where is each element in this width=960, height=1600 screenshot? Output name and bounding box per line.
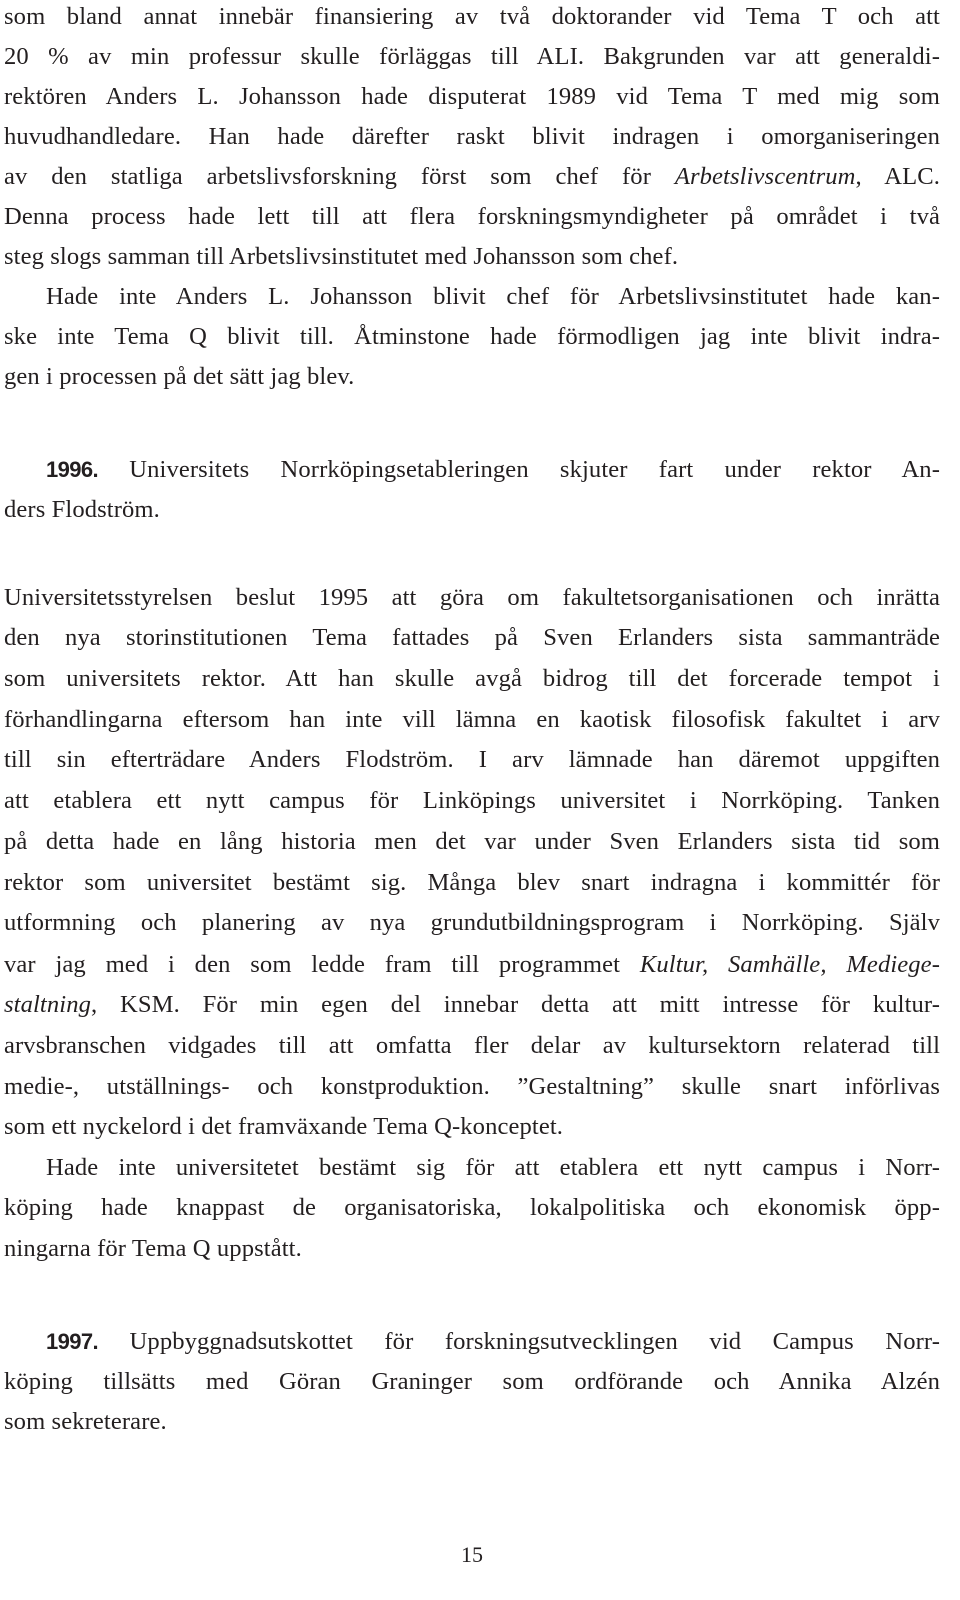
text-line: den nya storinstitutionen Tema fattades på Sven Erlanders sista sammanträde <box>4 624 940 651</box>
year-entry-1996 <box>4 455 940 485</box>
year-label: 1997. <box>46 1329 99 1354</box>
page-number: 15 <box>461 1542 483 1567</box>
text-line: att etablera ett nytt campus för Linköpings universitet i Norrköping. Tanken <box>4 787 940 814</box>
text-line: ders Flodström. <box>4 496 160 523</box>
text-span: av den statliga arbetslivsforskning först som chef för <box>4 163 675 190</box>
text-line: förhandlingarna eftersom han inte vill lämna en kaotisk filosofisk fakultet i arv <box>4 706 940 733</box>
text-line: medie-, utställnings- och konstproduktion. ”Gestaltning” skulle snart införlivas <box>4 1073 940 1100</box>
text-line: ningarna för Tema Q uppstått. <box>4 1235 302 1262</box>
text-line: 20 % av min professur skulle förläggas till ALI. Bakgrunden var att generaldi- <box>4 43 940 70</box>
text-line: arvsbranschen vidgades till att omfatta fler delar av kultursektorn relaterad till <box>4 1032 940 1059</box>
text-line: som bland annat innebär finansiering av två doktorander vid Tema T och att <box>4 3 940 30</box>
text-line: rektören Anders L. Johansson hade disputerat 1989 vid Tema T med mig som <box>4 83 940 110</box>
year-label: 1996. <box>46 457 99 482</box>
text-line: huvudhandledare. Han hade därefter raskt blivit indragen i omorganiseringen <box>4 123 940 150</box>
text-line: som ett nyckelord i det framväxande Tema Q-konceptet. <box>4 1113 564 1140</box>
text-line: som universitets rektor. Att han skulle avgå bidrog till det forcerade tempot i <box>4 665 940 692</box>
text-line: Hade inte Anders L. Johansson blivit chef för Arbetslivsinstitutet hade kan- <box>46 283 940 310</box>
text-line: köping tillsätts med Göran Graninger som ordförande och Annika Alzén <box>4 1368 940 1395</box>
text-span: Uppbyggnadsutskottet för forskningsutvecklingen vid Campus Norr- <box>98 1328 940 1355</box>
text-line: Denna process hade lett till att flera forskningsmyndigheter på området i två <box>4 203 940 230</box>
text-line <box>4 950 940 980</box>
text-line: ske inte Tema Q blivit till. Åtminstone hade förmodligen jag inte blivit indra- <box>4 323 940 350</box>
text-line: köping hade knappast de organisatoriska, lokalpolitiska och ekonomisk öpp- <box>4 1194 940 1221</box>
italic-term: staltning <box>4 991 91 1018</box>
text-line: Universitetsstyrelsen beslut 1995 att göra om fakultetsorganisationen och inrätta <box>4 584 940 611</box>
text-line <box>4 990 940 1020</box>
text-line: till sin efterträdare Anders Flodström. I arv lämnade han däremot uppgiften <box>4 746 940 773</box>
text-line <box>4 162 940 192</box>
text-line: utformning och planering av nya grundutbildningsprogram i Norrköping. Själv <box>4 909 940 936</box>
italic-term: Kultur, Samhälle, Mediege- <box>639 951 940 978</box>
year-entry-1997 <box>4 1327 940 1357</box>
text-span: , KSM. För min egen del innebar detta att mitt intresse för kultur- <box>91 991 940 1018</box>
text-span: Universitets Norrköpingsetableringen skjuter fart under rektor An- <box>98 456 940 483</box>
text-line: steg slogs samman till Arbetslivsinstitutet med Johansson som chef. <box>4 243 679 270</box>
text-line: gen i processen på det sätt jag blev. <box>4 363 355 390</box>
text-span: var jag med i den som ledde fram till programmet <box>4 951 640 978</box>
italic-term: Arbetslivscentrum <box>674 163 856 190</box>
text-line: som sekreterare. <box>4 1408 167 1435</box>
text-line: på detta hade en lång historia men det var under Sven Erlanders sista tid som <box>4 828 940 855</box>
text-line: rektor som universitet bestämt sig. Många blev snart indragna i kommittér för <box>4 869 940 896</box>
text-span: , ALC. <box>855 163 940 190</box>
text-line: Hade inte universitetet bestämt sig för att etablera ett nytt campus i Norr- <box>46 1154 940 1181</box>
